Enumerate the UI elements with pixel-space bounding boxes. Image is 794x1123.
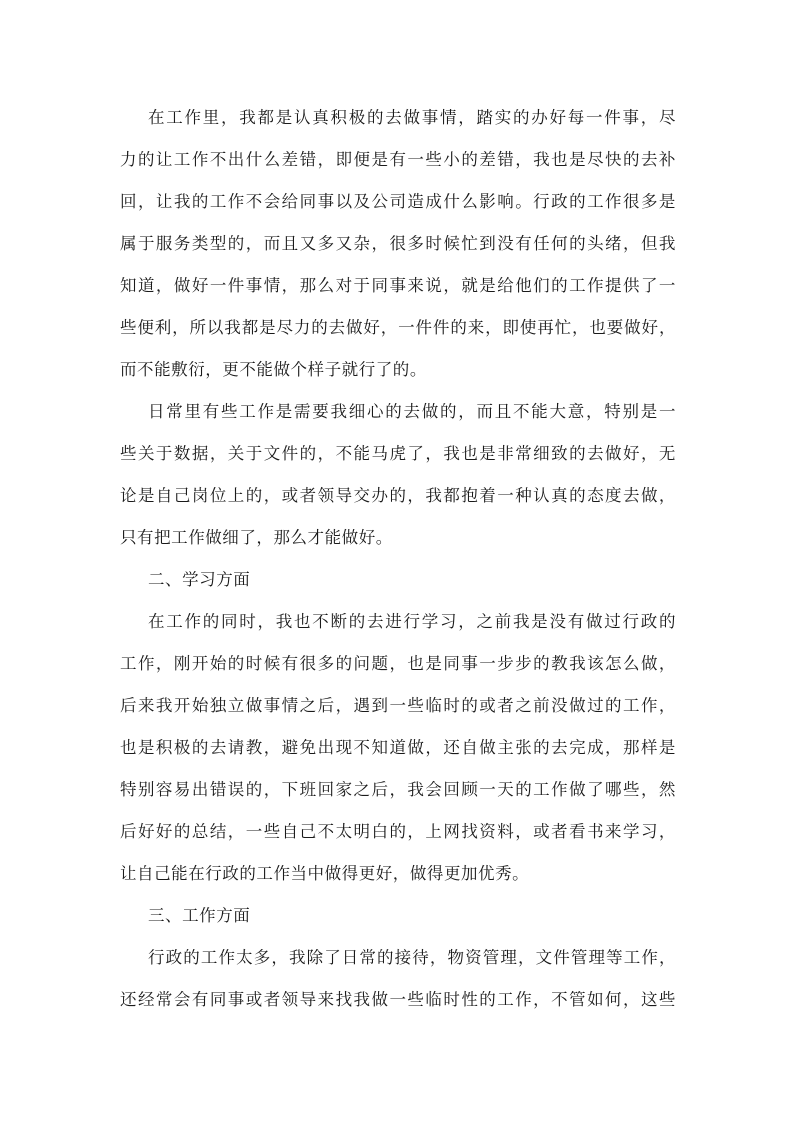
paragraph-line: 知道，做好一件事情，那么对于同事来说，就是给他们的工作提供了一 (120, 276, 676, 295)
paragraph-line: 工作，刚开始的时候有很多的问题，也是同事一步步的教我该怎么做， (120, 654, 676, 673)
paragraph-line: 论是自己岗位上的，或者领导交办的，我都抱着一种认真的态度去做， (120, 486, 676, 505)
paragraph-line: 只有把工作做细了，那么才能做好。 (120, 528, 393, 547)
paragraph-line: 还经常会有同事或者领导来找我做一些临时性的工作，不管如何，这些 (120, 990, 676, 1009)
paragraph-line: 力的让工作不出什么差错，即便是有一些小的差错，我也是尽快的去补 (120, 150, 676, 169)
paragraph-line: 日常里有些工作是需要我细心的去做的，而且不能大意，特别是一 (148, 402, 676, 421)
document-body (120, 97, 676, 1021)
paragraph-line: 在工作里，我都是认真积极的去做事情，踏实的办好每一件事，尽 (148, 108, 676, 127)
paragraph-line: 回，让我的工作不会给同事以及公司造成什么影响。行政的工作很多是 (120, 192, 676, 211)
paragraph-line: 属于服务类型的，而且又多又杂，很多时候忙到没有任何的头绪，但我 (120, 234, 676, 253)
paragraph-line: 而不能敷衍，更不能做个样子就行了的。 (120, 360, 427, 379)
section-heading: 二、学习方面 (148, 570, 251, 589)
section-heading: 三、工作方面 (148, 906, 251, 925)
paragraph-line: 后好好的总结，一些自己不太明白的，上网找资料，或者看书来学习， (120, 822, 676, 841)
paragraph-line: 些关于数据，关于文件的，不能马虎了，我也是非常细致的去做好，无 (120, 444, 676, 463)
paragraph-line: 特别容易出错误的，下班回家之后，我会回顾一天的工作做了哪些，然 (120, 780, 676, 799)
paragraph-line: 在工作的同时，我也不断的去进行学习，之前我是没有做过行政的 (148, 612, 676, 631)
paragraph-line: 行政的工作太多，我除了日常的接待，物资管理，文件管理等工作， (148, 948, 676, 967)
paragraph-line: 些便利，所以我都是尽力的去做好，一件件的来，即使再忙，也要做好， (120, 318, 676, 337)
paragraph-line: 让自己能在行政的工作当中做得更好，做得更加优秀。 (120, 864, 530, 883)
paragraph-line: 也是积极的去请教，避免出现不知道做，还自做主张的去完成，那样是 (120, 738, 676, 757)
paragraph-line: 后来我开始独立做事情之后，遇到一些临时的或者之前没做过的工作， (120, 696, 676, 715)
